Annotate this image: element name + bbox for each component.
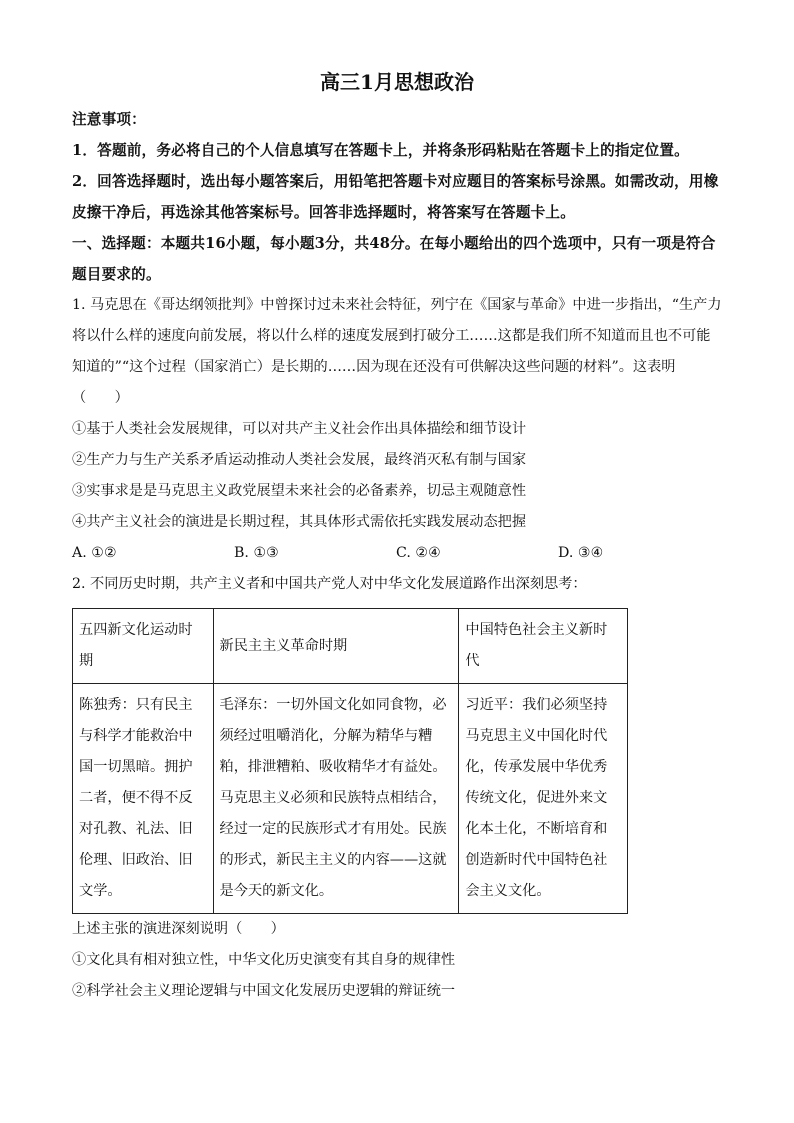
table-header-cell: 中国特色社会主义新时代	[459, 609, 628, 684]
question-1-statement: ②生产力与生产关系矛盾运动推动人类社会发展，最终消灭私有制与国家	[72, 452, 527, 468]
notice-item-1: 1．答题前，务必将自己的个人信息填写在答题卡上，并将条形码粘贴在答题卡上的指定位置。	[72, 142, 689, 159]
question-2-table	[72, 608, 628, 914]
question-2-statement: ②科学社会主义理论逻辑与中国文化发展历史逻辑的辩证统一	[72, 983, 456, 999]
question-2-statement: ①文化具有相对独立性，中华文化历史演变有其自身的规律性	[72, 952, 456, 968]
option-c: C. ②④	[396, 545, 441, 561]
question-1-statement: ①基于人类社会发展规律，可以对共产主义社会作出具体描绘和细节设计	[72, 421, 527, 437]
section-heading: 一、选择题：本题共16小题，每小题3分，共48分。在每小题给出的四个选项中，只有一项是符合题目要求的。	[72, 235, 716, 283]
exam-page	[72, 64, 722, 1007]
table-cell: 毛泽东：一切外国文化如同食物，必须经过咀嚼消化，分解为精华与糟粕，排泄糟粕、吸收精华才有益处。马克思主义必须和民族特点相结合，经过一定的民族形式才有用处。民族的形式，新民主主义的内容——这就是今天的新文化。	[213, 684, 459, 914]
option-a: A. ①②	[72, 545, 117, 561]
table-header-cell: 五四新文化运动时期	[73, 609, 214, 684]
table-cell: 习近平：我们必须坚持马克思主义中国化时代化，传承发展中华优秀传统文化，促进外来文化本土化，不断培育和创造新时代中国特色社会主义文化。	[459, 684, 628, 914]
question-2-prompt: 上述主张的演进深刻说明（ ）	[72, 921, 285, 937]
question-1-statement: ④共产主义社会的演进是长期过程，其具体形式需依托实践发展动态把握	[72, 514, 527, 530]
question-1-statement: ③实事求是是马克思主义政党展望未来社会的必备素养，切忌主观随意性	[72, 483, 527, 499]
table-row	[73, 684, 628, 914]
table-header-row	[73, 609, 628, 684]
question-2-stem: 2. 不同历史时期，共产主义者和中国共产党人对中华文化发展道路作出深刻思考：	[72, 576, 587, 592]
exam-title: 高三1月思想政治	[320, 70, 474, 94]
question-1-stem: 1. 马克思在《哥达纲领批判》中曾探讨过未来社会特征，列宁在《国家与革命》中进一步指出，“生产力将以什么样的速度向前发展，将以什么样的速度发展到打破分工……这都是我们所不知道而且也不可能知道的”“这个过程（国家消亡）是长期的……因为现在还没有可供解决这些问题的材料”。这表明（ ）	[72, 297, 722, 406]
table-header-cell: 新民主主义革命时期	[213, 609, 459, 684]
notice-heading: 注意事项：	[72, 111, 146, 128]
question-1-options	[72, 538, 722, 569]
option-b: B. ①③	[234, 545, 279, 561]
notice-item-2: 2．回答选择题时，选出每小题答案后，用铅笔把答题卡对应题目的答案标号涂黑。如需改动，用橡皮擦干净后，再选涂其他答案标号。回答非选择题时，将答案写在答题卡上。	[72, 173, 719, 221]
option-d: D. ③④	[558, 545, 604, 561]
table-cell: 陈独秀：只有民主与科学才能救治中国一切黑暗。拥护二者，便不得不反对孔教、礼法、旧伦理、旧政治、旧文学。	[73, 684, 214, 914]
